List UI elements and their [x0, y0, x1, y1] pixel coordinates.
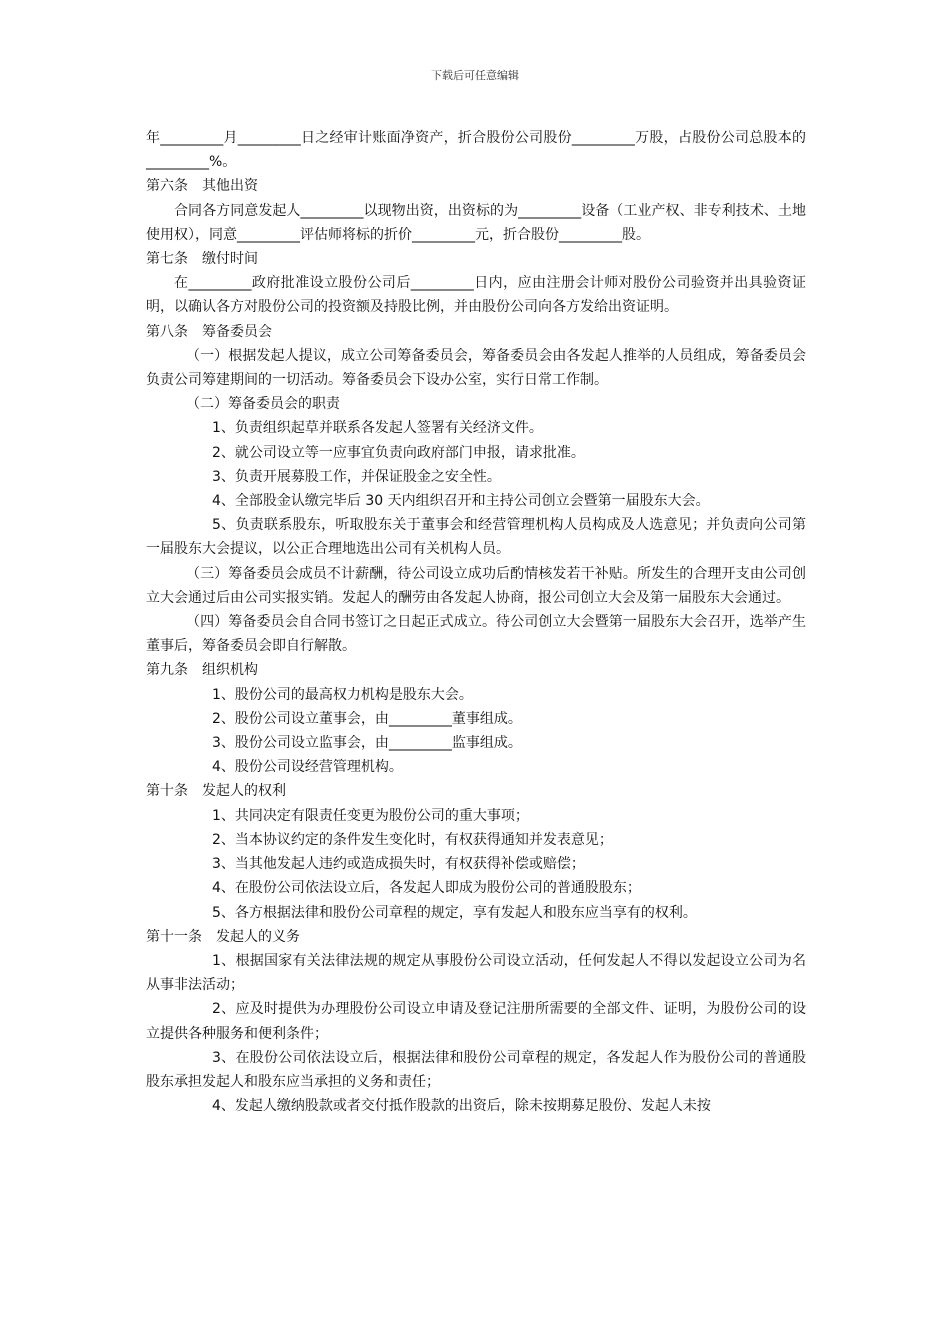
- list-item: 3、在股份公司依法设立后，根据法律和股份公司章程的规定，各发起人作为股份公司的普通股股东承担发起人和股东应当承担的义务和责任；: [146, 1049, 806, 1090]
- list-item: 1、根据国家有关法律法规的规定从事股份公司设立活动，任何发起人不得以发起设立公司为名从事非法活动；: [146, 952, 806, 994]
- list-item: 3、负责开展募股工作，并保证股金之安全性。: [212, 468, 501, 485]
- paragraph: （一）根据发起人提议，成立公司筹备委员会，筹备委员会由各发起人推举的人员组成，筹备委员会负责公司筹建期间的一切活动。筹备委员会下设办公室，实行日常工作制。: [146, 347, 806, 389]
- list-item: 2、应及时提供为办理股份公司设立申请及登记注册所需要的全部文件、证明，为股份公司的设立提供各种服务和便利条件；: [146, 1001, 806, 1042]
- article-heading: 第六条 其他出资: [146, 178, 258, 195]
- list-item: 3、当其他发起人违约或造成损失时，有权获得补偿或赔偿；: [212, 856, 585, 873]
- article-heading: 第九条 组织机构: [146, 662, 258, 679]
- list-item: 2、就公司设立等一应事宜负责向政府部门申报，请求批准。: [212, 444, 585, 461]
- page-header: 下载后可任意编辑: [431, 69, 519, 82]
- list-item: 2、当本协议约定的条件发生变化时，有权获得通知并发表意见；: [212, 831, 613, 848]
- list-item: 4、股份公司设经营管理机构。: [212, 759, 403, 776]
- article-heading: 第十一条 发起人的义务: [146, 928, 300, 945]
- paragraph: （三）筹备委员会成员不计薪酬，待公司设立成功后酌情核发若干补贴。所发生的合理开支由公司创立大会通过后由公司实报实销。发起人的酬劳由各发起人协商，报公司创立大会及第一届股东大会通过。: [146, 565, 806, 606]
- paragraph: 在_________政府批准设立股份公司后_________日内，应由注册会计师对股份公司验资并出具验资证明，以确认各方对股份公司的投资额及持股比例，并由股份公司向各方发给出资证明。: [146, 275, 806, 316]
- subsection-heading: （二）筹备委员会的职责: [186, 396, 340, 413]
- list-item: 3、股份公司设立监事会，由_________监事组成。: [212, 735, 522, 752]
- list-item: 4、在股份公司依法设立后，各发起人即成为股份公司的普通股股东；: [212, 880, 641, 897]
- paragraph: （四）筹备委员会自合同书签订之日起正式成立。待公司创立大会暨第一届股东大会召开，选举产生董事后，筹备委员会即自行解散。: [146, 614, 806, 655]
- document-body: [146, 126, 806, 1118]
- article-heading: 第七条 缴付时间: [146, 251, 258, 268]
- paragraph: 年_________月_________日之经审计账面净资产，折合股份公司股份_________万股，占股份公司总股本的_________%。: [146, 130, 806, 171]
- paragraph: 合同各方同意发起人_________以现物出资，出资标的为_________设备（工业产权、非专利技术、土地使用权），同意_________评估师将标的折价_________元，折合股份_________股。: [146, 202, 806, 243]
- article-heading: 第八条 筹备委员会: [146, 323, 272, 340]
- list-item: 2、股份公司设立董事会，由_________董事组成。: [212, 710, 522, 727]
- list-item: 1、共同决定有限责任变更为股份公司的重大事项；: [212, 807, 529, 824]
- article-heading: 第十条 发起人的权利: [146, 783, 286, 800]
- list-item: 5、各方根据法律和股份公司章程的规定，享有发起人和股东应当享有的权利。: [212, 904, 697, 921]
- list-item: 4、全部股金认缴完毕后 30 天内组织召开和主持公司创立会暨第一届股东大会。: [212, 493, 710, 510]
- list-item: 1、负责组织起草并联系各发起人签署有关经济文件。: [212, 420, 543, 437]
- list-item: 4、发起人缴纳股款或者交付抵作股款的出资后，除未按期募足股份、发起人未按: [212, 1098, 711, 1115]
- list-item: 1、股份公司的最高权力机构是股东大会。: [212, 686, 473, 703]
- list-item: 5、负责联系股东，听取股东关于董事会和经营管理机构人员构成及人选意见；并负责向公司第一届股东大会提议，以公正合理地选出公司有关机构人员。: [146, 517, 806, 558]
